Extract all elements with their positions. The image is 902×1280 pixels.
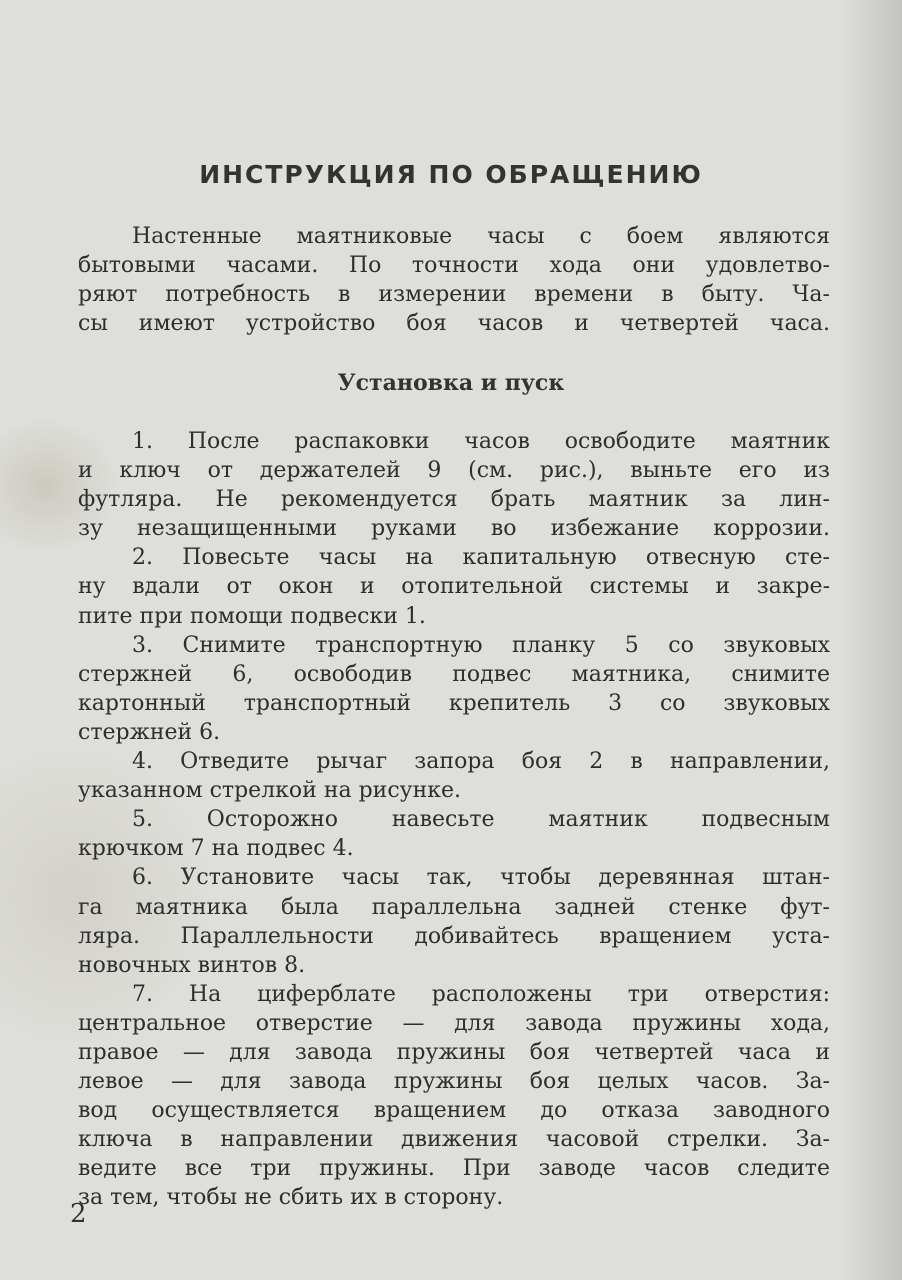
text-line: га маятника была параллельна задней стенке фут- <box>78 894 830 920</box>
text-line: новочных винтов 8. <box>78 952 306 978</box>
text-line: ведите все три пружины. При заводе часов следите <box>78 1156 830 1182</box>
text-line: 6. Установите часы так, чтобы деревянная штан- <box>132 865 830 891</box>
text-line: ключа в направлении движения часовой стрелки. За- <box>78 1127 830 1153</box>
text-line: крючком 7 на подвес 4. <box>78 836 354 862</box>
text-line: пите при помощи подвески 1. <box>78 603 426 629</box>
page-number: 2 <box>70 1199 87 1229</box>
text-line: 2. Повесьте часы на капитальную отвесную сте- <box>132 545 830 571</box>
text-line: ну вдали от окон и отопительной системы и закре- <box>78 574 830 600</box>
section-title: Установка и пуск <box>337 370 565 396</box>
text-line: левое — для завода пружины боя целых часов. За- <box>78 1069 830 1095</box>
text-line: 4. Отведите рычаг запора боя 2 в направлении, <box>132 749 830 775</box>
text-line: вод осуществляется вращением до отказа заводного <box>78 1098 830 1124</box>
text-line: 1. После распаковки часов освободите маятник <box>132 429 830 454</box>
text-line: 5. Осторожно навесьте маятник подвесным <box>132 807 830 833</box>
text-line: стержней 6. <box>78 719 221 745</box>
text-line: 7. На циферблате расположены три отверстия: <box>132 981 830 1007</box>
text-line: стержней 6, освободив подвес маятника, снимите <box>78 661 830 687</box>
text-line: зу незащищенными руками во избежание коррозии. <box>78 516 830 542</box>
instructions-body <box>78 427 830 1213</box>
text-line: сы имеют устройство боя часов и четвертей часа. <box>78 311 830 337</box>
page-title: ИНСТРУКЦИЯ ПО ОБРАЩЕНИЮ <box>199 160 703 189</box>
text-line: и ключ от держателей 9 (см. рис.), выньте его из <box>78 458 830 484</box>
text-line: картонный транспортный крепитель 3 со звуковых <box>78 690 830 716</box>
text-line: указанном стрелкой на рисунке. <box>78 778 462 804</box>
text-line: 3. Снимите транспортную планку 5 со звуковых <box>132 632 830 658</box>
text-line: футляра. Не рекомендуется брать маятник за лин- <box>78 487 830 513</box>
text-line: ряют потребность в измерении времени в быту. Ча- <box>78 282 830 308</box>
text-line: правое — для завода пружины боя четвертей часа и <box>78 1039 830 1065</box>
text-line: Настенные маятниковые часы с боем являются <box>132 224 830 249</box>
intro-paragraph <box>78 222 830 338</box>
text-line: бытовыми часами. По точности хода они удовлетво- <box>78 253 830 279</box>
text-line: ляра. Параллельности добивайтесь вращением уста- <box>78 923 830 949</box>
text-line: центральное отверстие — для завода пружины хода, <box>78 1010 830 1036</box>
text-line: за тем, чтобы не сбить их в сторону. <box>78 1185 504 1211</box>
